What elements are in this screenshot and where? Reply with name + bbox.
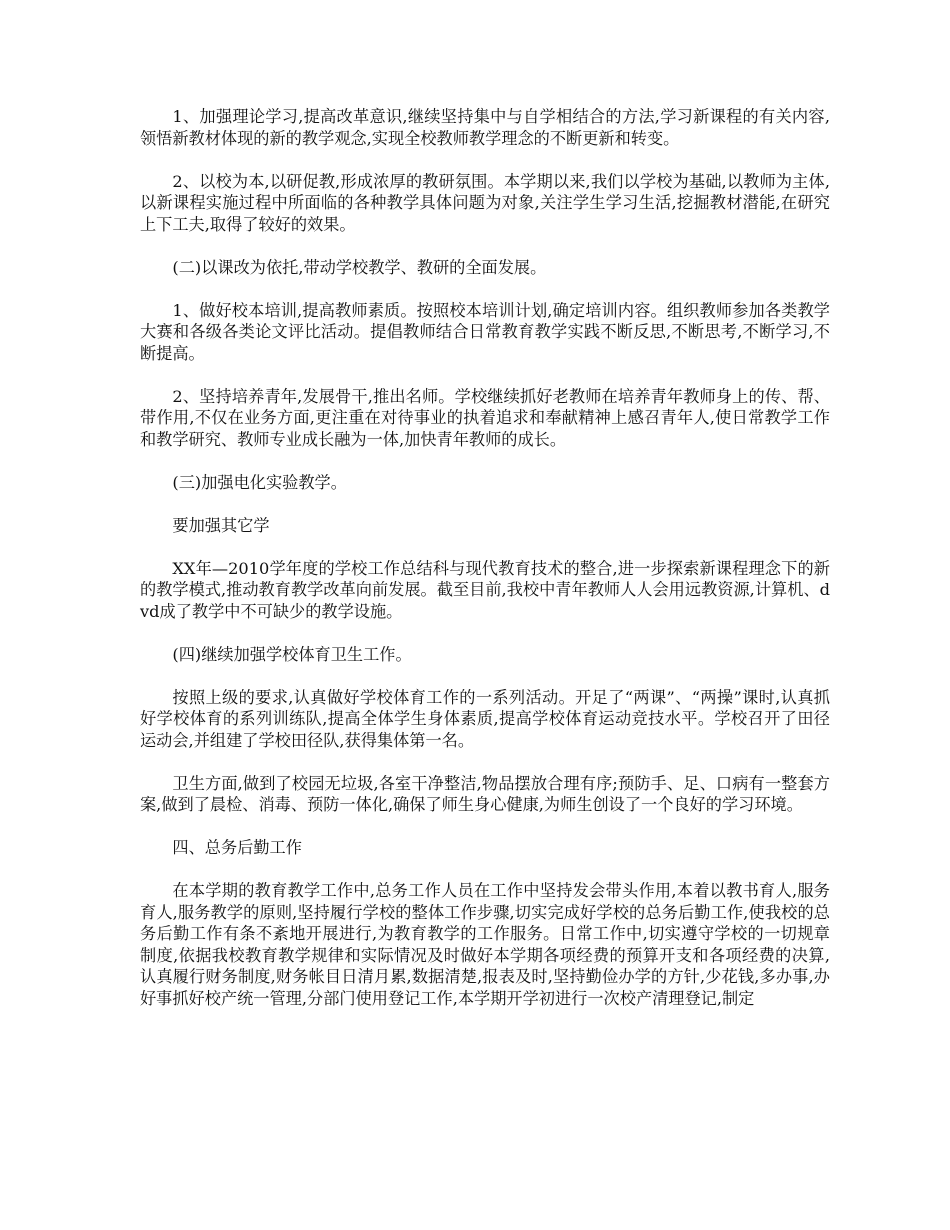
- paragraph-fragment: 要加强其它学: [172, 515, 270, 535]
- document-page: [140, 106, 830, 1031]
- section-heading-electronic-teaching: (三)加强电化实验教学。: [172, 472, 347, 492]
- section-heading-logistics: 四、总务后勤工作: [172, 838, 302, 857]
- paragraph-young-teachers: 2、坚持培养青年,发展骨干,推出名师。学校继续抓好老教师在培养青年教师身上的传、帮、带作用,不仅在业务方面,更注重在对待事业的执着追求和奉献精神上感召青年人,使日常教学工作和教学研究、教师专业成长融为一体,加快青年教师的成长。: [140, 386, 830, 449]
- paragraph-school-training: 1、做好校本培训,提高教师素质。按照校本培训计划,确定培训内容。组织教师参加各类教学大赛和各级各类论文评比活动。提倡教师结合日常教育教学实践不断反思,不断思考,不断学习,不断提高。: [140, 300, 830, 363]
- section-heading-sports-health: (四)继续加强学校体育卫生工作。: [172, 644, 412, 664]
- paragraph-sports-activities: 按照上级的要求,认真做好学校体育工作的一系列活动。开足了“两课”、“两操”课时,认真抓好学校体育的系列训练队,提高全体学生身体素质,提高学校体育运动竞技水平。学校召开了田径运动会,并组建了学校田径队,获得集体第一名。: [140, 687, 830, 750]
- paragraph-theory-study: 1、加强理论学习,提高改革意识,继续坚持集中与自学相结合的方法,学习新课程的有关内容,领悟新教材体现的新的教学观念,实现全校教师教学理念的不断更新和转变。: [140, 107, 830, 148]
- paragraph-hygiene: 卫生方面,做到了校园无垃圾,各室干净整洁,物品摆放合理有序;预防手、足、口病有一整套方案,做到了晨检、消毒、预防一体化,确保了师生身心健康,为师生创设了一个良好的学习环境。: [140, 773, 830, 814]
- section-heading-curriculum-reform: (二)以课改为依托,带动学校教学、教研的全面发展。: [172, 257, 547, 277]
- paragraph-education-technology: XX年—2010学年度的学校工作总结科与现代教育技术的整合,进一步探索新课程理念下的新的教学模式,推动教育教学改革向前发展。截至目前,我校中青年教师人人会用远教资源,计算机、dvd成了教学中不可缺少的教学设施。: [140, 558, 830, 621]
- paragraph-logistics-work: 在本学期的教育教学工作中,总务工作人员在工作中坚持发会带头作用,本着以教书育人,服务育人,服务教学的原则,坚持履行学校的整体工作步骤,切实完成好学校的总务后勤工作,使我校的总务后勤工作有条不紊地开展进行,为教育教学的工作服务。日常工作中,切实遵守学校的一切规章制度,依据我校教育教学规律和实际情况及时做好本学期各项经费的预算开支和各项经费的决算,认真履行财务制度,财务帐目日清月累,数据清楚,报表及时,坚持勤俭办学的方针,少花钱,多办事,办好事抓好校产统一管理,分部门使用登记工作,本学期开学初进行一次校产清理登记,制定: [140, 881, 830, 1008]
- paragraph-school-based-research: 2、以校为本,以研促教,形成浓厚的教研氛围。本学期以来,我们以学校为基础,以教师为主体,以新课程实施过程中所面临的各种教学具体问题为对象,关注学生学习生活,挖掘教材潜能,在研究上下工夫,取得了较好的效果。: [140, 171, 830, 234]
